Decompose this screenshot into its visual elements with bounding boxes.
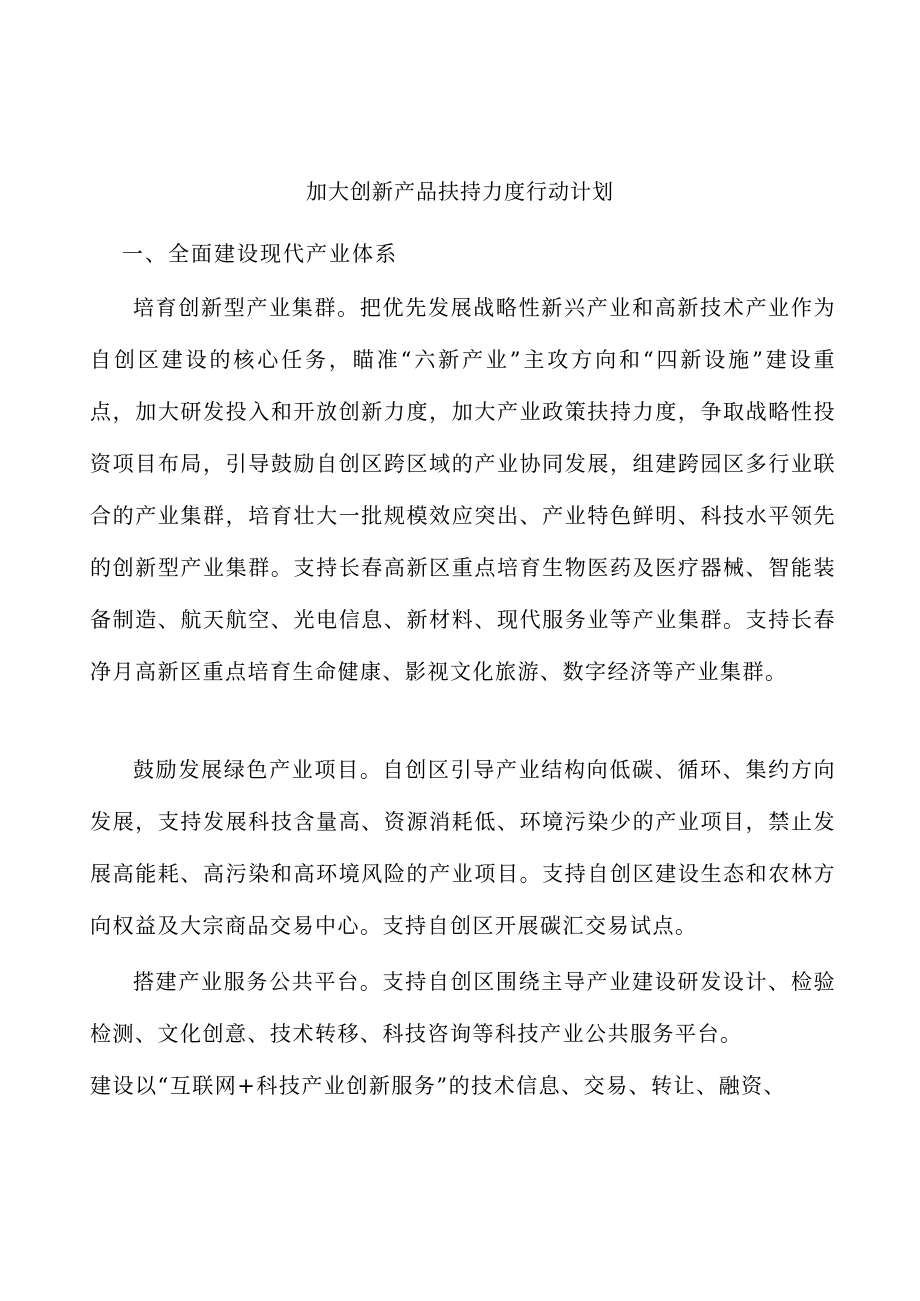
section-heading: 一、全面建设现代产业体系 <box>122 242 398 266</box>
paragraph-service-platform: 搭建产业服务公共平台。支持自创区围绕主导产业建设研发设计、检验检测、文化创意、技术转移、科技咨询等科技产业公共服务平台。 <box>90 970 836 1046</box>
paragraph-internet-services: 建设以“互联网+科技产业创新服务”的技术信息、交易、转让、融资、 <box>90 1074 787 1098</box>
document-title: 加大创新产品扶持力度行动计划 <box>306 180 614 204</box>
paragraph-green-industry: 鼓励发展绿色产业项目。自创区引导产业结构向低碳、循环、集约方向发展，支持发展科技含量高、资源消耗低、环境污染少的产业项目，禁止发展高能耗、高污染和高环境风险的产业项目。支持自创区建设生态和农林方向权益及大宗商品交易中心。支持自创区开展碳汇交易试点。 <box>90 758 836 938</box>
paragraph-industrial-clusters: 培育创新型产业集群。把优先发展战略性新兴产业和高新技术产业作为自创区建设的核心任务，瞄准“六新产业”主攻方向和“四新设施”建设重点，加大研发投入和开放创新力度，加大产业政策扶持力度，争取战略性投资项目布局，引导鼓励自创区跨区域的产业协同发展，组建跨园区多行业联合的产业集群，培育壮大一批规模效应突出、产业特色鲜明、科技水平领先的创新型产业集群。支持长春高新区重点培育生物医药及医疗器械、智能装备制造、航天航空、光电信息、新材料、现代服务业等产业集群。支持长春净月高新区重点培育生命健康、影视文化旅游、数字经济等产业集群。 <box>90 296 836 684</box>
